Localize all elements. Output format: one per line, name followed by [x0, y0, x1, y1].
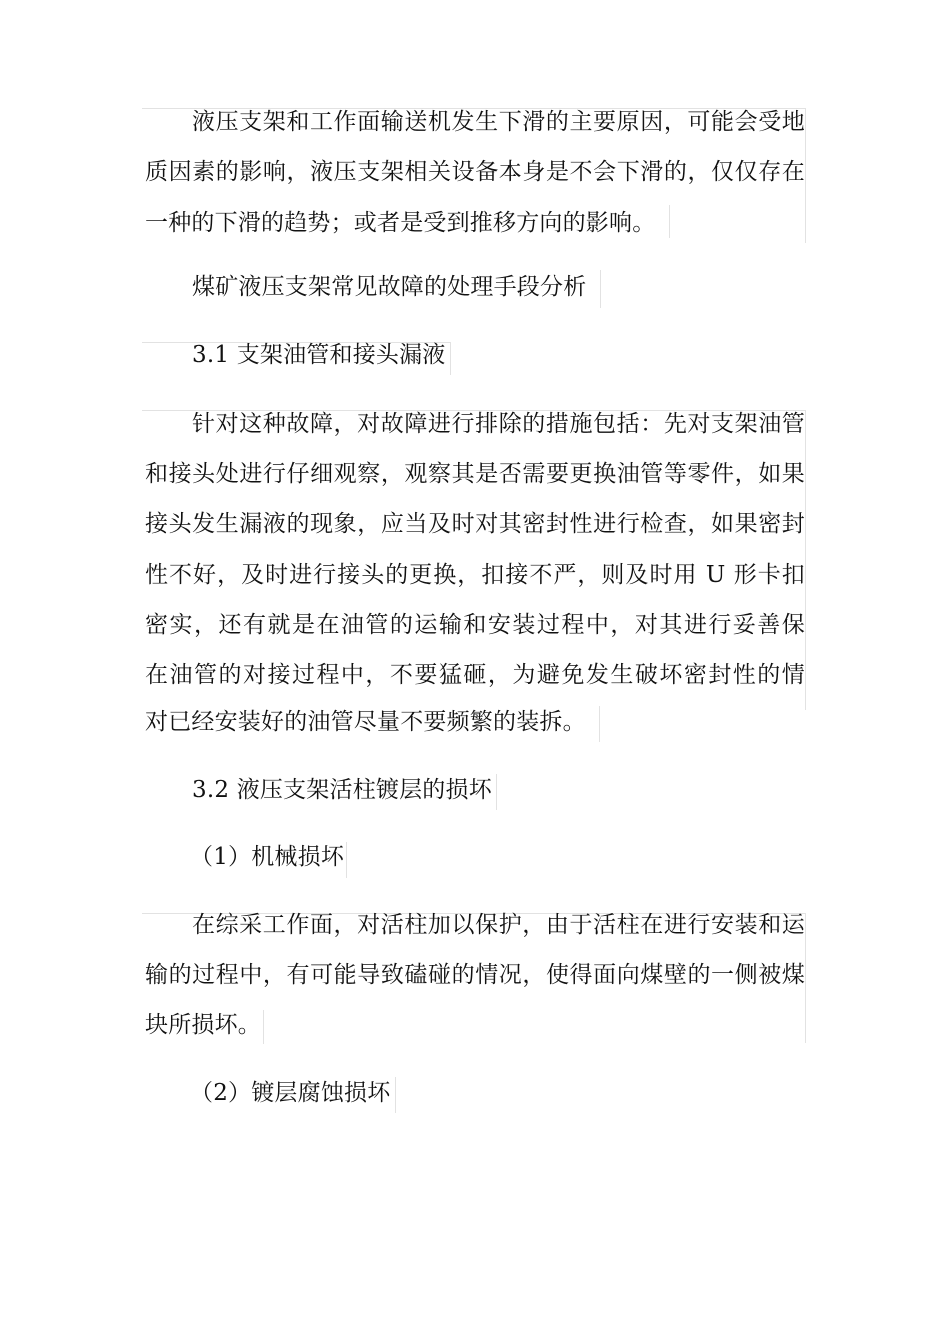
paragraph-boundary-mark	[346, 842, 347, 878]
paragraph-boundary-mark	[496, 774, 497, 810]
paragraph-line: 接头发生漏液的现象，应当及时对其密封性进行检查，如果密封	[145, 511, 805, 537]
paragraph-line: 密实，还有就是在油管的运输和安装过程中，对其进行妥善保	[145, 612, 805, 638]
paragraph-boundary-mark	[669, 205, 670, 238]
sub-heading-2: （2）镀层腐蚀损坏	[190, 1080, 391, 1106]
paragraph-line: 和接头处进行仔细观察，观察其是否需要更换油管等零件，如果	[145, 461, 805, 487]
paragraph-line: 液压支架和工作面输送机发生下滑的主要原因，可能会受地	[192, 109, 805, 135]
section-heading-3-2: 3.2 液压支架活柱镀层的损坏	[192, 777, 492, 803]
section-heading: 煤矿液压支架常见故障的处理手段分析	[192, 274, 587, 300]
paragraph-line: 在综采工作面，对活柱加以保护，由于活柱在进行安装和运	[192, 912, 805, 938]
paragraph-boundary-mark	[805, 410, 806, 710]
paragraph-line: 质因素的影响，液压支架相关设备本身是不会下滑的，仅仅存在	[145, 159, 805, 185]
paragraph-boundary-mark	[600, 270, 601, 308]
paragraph-boundary-mark	[450, 342, 451, 375]
paragraph-line: 一种的下滑的趋势；或者是受到推移方向的影响。	[145, 210, 656, 236]
paragraph-boundary-mark	[599, 706, 600, 742]
paragraph-boundary-mark	[395, 1077, 396, 1113]
paragraph-line: 输的过程中，有可能导致磕碰的情况，使得面向煤壁的一侧被煤	[145, 962, 805, 988]
sub-heading-1: （1）机械损坏	[190, 844, 345, 870]
paragraph-line: 块所损坏。	[145, 1012, 261, 1038]
paragraph-boundary-mark	[805, 108, 806, 243]
paragraph-line: 在油管的对接过程中，不要猛砸，为避免发生破坏密封性的情	[145, 662, 805, 688]
paragraph-line: 对已经安装好的油管尽量不要频繁的装拆。	[145, 709, 586, 735]
paragraph-line: 针对这种故障，对故障进行排除的措施包括：先对支架油管	[192, 411, 805, 437]
paragraph-boundary-mark	[805, 913, 806, 1043]
section-heading-3-1: 3.1 支架油管和接头漏液	[192, 342, 446, 368]
paragraph-line: 性不好，及时进行接头的更换，扣接不严，则及时用 U 形卡扣	[145, 562, 805, 588]
paragraph-boundary-mark	[263, 1010, 264, 1044]
